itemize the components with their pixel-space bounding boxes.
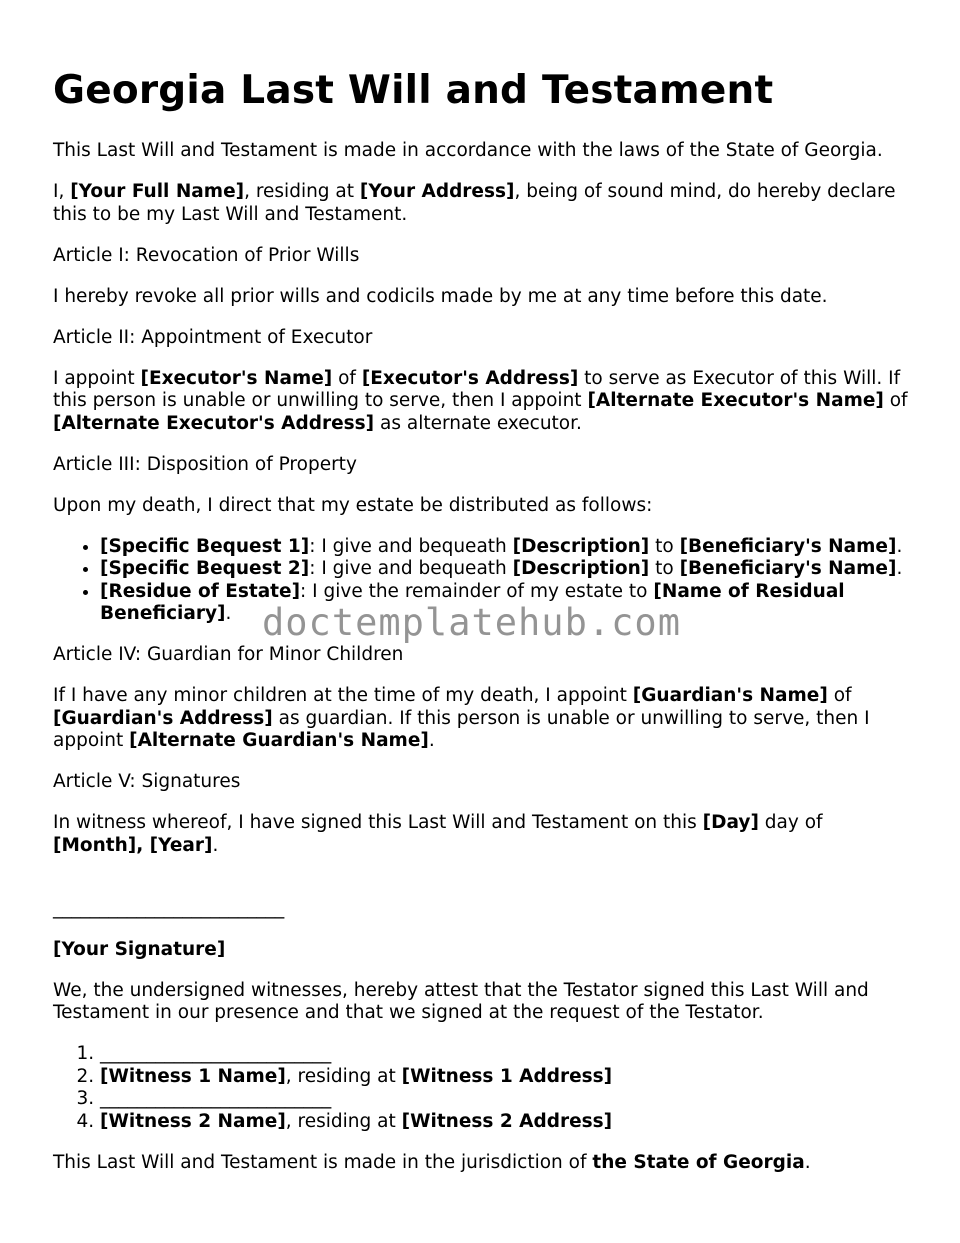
executor-name-placeholder: [Executor's Name]: [140, 367, 333, 389]
declaration-text: , residing at: [244, 181, 360, 202]
list-item: [100, 1066, 913, 1089]
witness-2-address: [Witness 2 Address]: [401, 1110, 613, 1132]
witness-2-name: [Witness 2 Name]: [100, 1110, 286, 1132]
declaration-paragraph: [53, 181, 913, 226]
witness-1-signature-line: _________________________: [100, 1043, 332, 1064]
document-page: [53, 64, 913, 1193]
article-5-heading: Article V: Signatures: [53, 771, 241, 792]
article-3-heading: Article III: Disposition of Property: [53, 453, 357, 475]
jurisdiction-paragraph: [53, 1152, 913, 1175]
guardian-address-placeholder: [Guardian's Address]: [53, 707, 273, 729]
article-2-heading: Article II: Appointment of Executor: [53, 326, 373, 348]
intro-paragraph: This Last Will and Testament is made in accordance with the laws of the State of Georgia.: [53, 140, 883, 161]
article-4-segment: .: [428, 730, 435, 751]
article-2-segment: of: [332, 367, 362, 389]
jurisdiction-state: the State of Georgia: [592, 1151, 805, 1173]
bequest-1-label: [Specific Bequest 1]: [100, 535, 310, 557]
bequest-text: to: [649, 535, 680, 557]
signature-label: [Your Signature]: [53, 938, 226, 960]
bequest-2-beneficiary: [Beneficiary's Name]: [679, 558, 897, 579]
witness-intro: We, the undersigned witnesses, hereby attest that the Testator signed this Last Will and Testament in our presence and that we signed at the request of the Testator.: [53, 979, 869, 1023]
bequest-2-label: [Specific Bequest 2]: [100, 558, 310, 579]
jurisdiction-text: This Last Will and Testament is made in the jurisdiction of: [53, 1151, 593, 1173]
article-4-segment: as guardian. If this person is unable or unwilling to serve, then I appoint: [53, 707, 870, 751]
residue-text: : I give the remainder of my estate to: [300, 580, 654, 602]
article-4-segment: of: [827, 685, 852, 706]
alt-guardian-placeholder: [Alternate Guardian's Name]: [129, 730, 429, 751]
article-2-text: [53, 368, 913, 436]
signature-line: _________________________: [53, 897, 285, 919]
declaration-text: , being of sound mind, do hereby declare this to be my Last Will and Testament.: [53, 181, 896, 225]
list-item: [100, 558, 913, 581]
article-2-segment: I appoint: [53, 367, 141, 389]
article-4-text: [53, 685, 913, 753]
bequest-text: .: [896, 558, 903, 579]
witness-1-name: [Witness 1 Name]: [100, 1065, 286, 1087]
article-5-text: [53, 812, 913, 857]
witness-text: , residing at: [285, 1065, 402, 1087]
article-3-intro: Upon my death, I direct that my estate be distributed as follows:: [53, 494, 653, 516]
bequest-text: to: [649, 558, 680, 579]
bequest-1-description: [Description]: [512, 535, 650, 557]
article-4-heading: Article IV: Guardian for Minor Children: [53, 644, 404, 665]
guardian-name-placeholder: [Guardian's Name]: [632, 685, 828, 706]
bequest-2-description: [Description]: [512, 558, 650, 579]
witness-list: [53, 1043, 913, 1133]
spacer: [53, 876, 913, 898]
residue-text: .: [225, 603, 232, 624]
residual-beneficiary: [Name of Residual Beneficiary]: [100, 580, 845, 624]
article-4-segment: If I have any minor children at the time of my death, I appoint: [53, 685, 633, 706]
bequest-text: .: [896, 535, 903, 557]
bequest-list: [53, 536, 913, 626]
list-item: [100, 1088, 913, 1111]
list-item: [100, 1043, 913, 1066]
article-2-segment: to serve as Executor of this Will. If this person is unable or unwilling to serve, then I appoint: [53, 367, 901, 411]
witness-2-signature-line: _________________________: [100, 1088, 332, 1109]
article-1-text: I hereby revoke all prior wills and codicils made by me at any time before this date.: [53, 285, 828, 307]
declaration-text: I,: [53, 181, 71, 202]
list-item: [100, 581, 913, 626]
alt-executor-name-placeholder: [Alternate Executor's Name]: [587, 390, 884, 411]
testator-name-placeholder: [Your Full Name]: [70, 181, 245, 202]
alt-executor-address-placeholder: [Alternate Executor's Address]: [53, 412, 375, 434]
month-year-placeholder: [Month], [Year]: [53, 834, 213, 856]
article-5-segment: day of: [758, 812, 823, 833]
witness-1-address: [Witness 1 Address]: [401, 1065, 613, 1087]
bequest-text: : I give and bequeath: [309, 558, 513, 579]
article-2-segment: as alternate executor.: [374, 412, 582, 434]
article-2-segment: of: [883, 390, 908, 411]
testator-address-placeholder: [Your Address]: [359, 181, 515, 202]
list-item: [100, 536, 913, 559]
day-placeholder: [Day]: [702, 812, 759, 833]
signature-label-paragraph: [53, 939, 913, 962]
article-5-segment: In witness whereof, I have signed this Last Will and Testament on this: [53, 812, 703, 833]
bequest-1-beneficiary: [Beneficiary's Name]: [679, 535, 897, 557]
witness-text: , residing at: [285, 1110, 402, 1132]
bequest-text: : I give and bequeath: [309, 535, 513, 557]
executor-address-placeholder: [Executor's Address]: [361, 367, 579, 389]
document-title: Georgia Last Will and Testament: [53, 68, 774, 113]
jurisdiction-text: .: [804, 1151, 811, 1173]
list-item: [100, 1111, 913, 1134]
watermark: doctemplatehub.com: [262, 601, 681, 644]
article-1-heading: Article I: Revocation of Prior Wills: [53, 244, 360, 266]
residue-label: [Residue of Estate]: [100, 580, 301, 602]
article-5-segment: .: [212, 834, 219, 856]
